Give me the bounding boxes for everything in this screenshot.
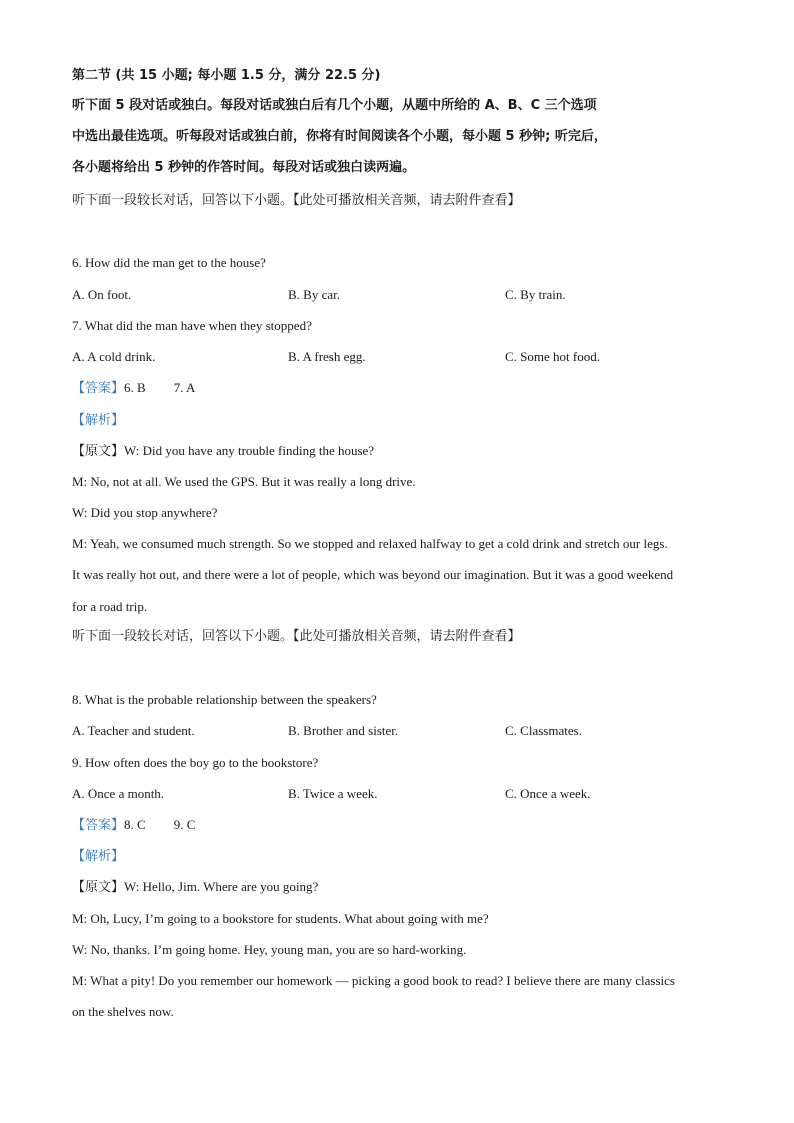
question-8-option-c: C. Classmates. [505, 723, 582, 738]
question-7-option-a: A. A cold drink. [72, 349, 156, 364]
answer-value: 7. A [173, 380, 196, 395]
analysis-label: 【解析】 [72, 413, 125, 428]
question-7-stem: 7. What did the man have when they stopped? [72, 318, 312, 333]
section-title: 第二节 (共 15 小题; 每小题 1.5 分，满分 22.5 分) [72, 68, 381, 83]
question-6-stem: 6. How did the man get to the house? [72, 255, 266, 270]
analysis-label: 【解析】 [72, 849, 125, 864]
group-1-intro: 听下面一段较长对话，回答以下小题。【此处可播放相关音频，请去附件查看】 [72, 193, 521, 208]
question-9-stem: 9. How often does the boy go to the bookstore? [72, 755, 319, 770]
answer-value: 8. C [124, 817, 146, 832]
answer-line-1 [72, 380, 195, 397]
question-8-option-b: B. Brother and sister. [288, 723, 399, 738]
transcript-2-line-3: W: No, thanks. I’m going home. Hey, young man, you are so hard-working. [72, 942, 467, 957]
instruction-line-1: 听下面 5 段对话或独白。每段对话或独白后有几个小题，从题中所给的 A、B、C 三个选项 [72, 98, 597, 113]
transcript-text: W: Did you have any trouble finding the house? [124, 443, 375, 458]
transcript-1-line-1 [72, 443, 374, 460]
transcript-1-line-6: for a road trip. [72, 599, 148, 614]
transcript-2-line-2: M: Oh, Lucy, I’m going to a bookstore for students. What about going with me? [72, 911, 489, 926]
question-9-option-a: A. Once a month. [72, 786, 165, 801]
question-8-option-a: A. Teacher and student. [72, 723, 195, 738]
question-7-option-c: C. Some hot food. [505, 349, 600, 364]
question-6-option-a: A. On foot. [72, 287, 132, 302]
answer-label: 【答案】 [72, 381, 125, 396]
transcript-1-line-4: M: Yeah, we consumed much strength. So we stopped and relaxed halfway to get a cold drink and stretch our legs. [72, 536, 668, 551]
transcript-2-line-5: on the shelves now. [72, 1004, 174, 1019]
instruction-line-2: 中选出最佳选项。听每段对话或独白前，你将有时间阅读各个小题，每小题 5 秒钟; 听完后， [72, 129, 607, 144]
transcript-2-line-4: M: What a pity! Do you remember our homework — picking a good book to read? I believe there are many classics [72, 973, 675, 988]
question-6-option-b: B. By car. [288, 287, 340, 302]
answer-value: 9. C [173, 817, 196, 832]
analysis-line-1 [72, 412, 124, 429]
question-9-option-c: C. Once a week. [505, 786, 591, 801]
group-2-intro: 听下面一段较长对话，回答以下小题。【此处可播放相关音频，请去附件查看】 [72, 629, 521, 644]
question-9-option-b: B. Twice a week. [288, 786, 378, 801]
analysis-line-2 [72, 848, 124, 865]
transcript-text: W: Hello, Jim. Where are you going? [124, 879, 319, 894]
transcript-1-line-2: M: No, not at all. We used the GPS. But it was really a long drive. [72, 474, 416, 489]
transcript-1-line-3: W: Did you stop anywhere? [72, 505, 218, 520]
question-7-option-b: B. A fresh egg. [288, 349, 366, 364]
source-label: 【原文】 [72, 880, 125, 895]
source-label: 【原文】 [72, 444, 125, 459]
answer-value: 6. B [124, 380, 146, 395]
answer-line-2 [72, 817, 195, 834]
question-6-option-c: C. By train. [505, 287, 566, 302]
question-8-stem: 8. What is the probable relationship between the speakers? [72, 692, 377, 707]
transcript-2-line-1 [72, 879, 318, 896]
answer-label: 【答案】 [72, 818, 125, 833]
instruction-line-3: 各小题将给出 5 秒钟的作答时间。每段对话或独白读两遍。 [72, 160, 416, 175]
transcript-1-line-5: It was really hot out, and there were a lot of people, which was beyond our imagination. But it was a good weekend [72, 567, 674, 582]
